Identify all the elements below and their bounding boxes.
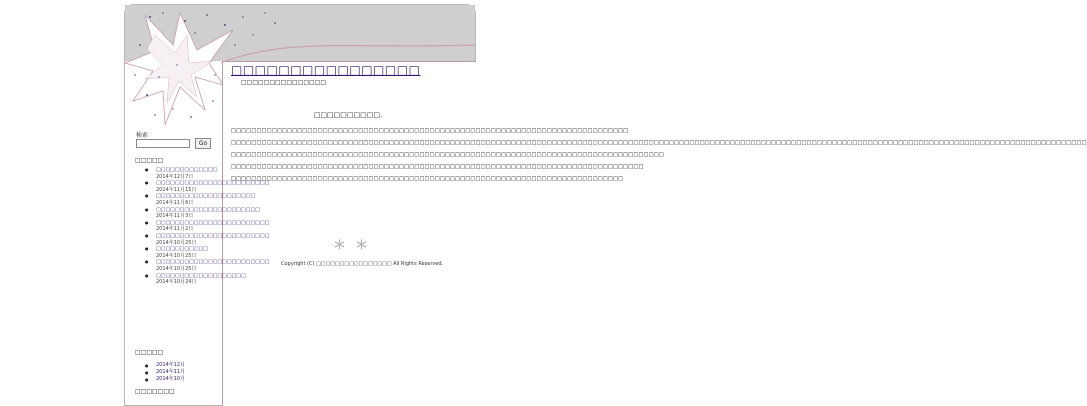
recent-post-link[interactable]: □□□□□□□□□□□□□ (156, 167, 218, 173)
copyright-text: Copyright (C) □□□□□□□□□□□□□□□□ All Rights Reserved. (281, 261, 444, 267)
site-title-link[interactable]: □□□□□□□□□□□□□□□□ (231, 63, 421, 77)
search-label: 検索 (136, 132, 149, 139)
post-date: 2014年11月6日 (156, 199, 194, 206)
post-date: 2014年11月3日 (156, 213, 194, 220)
recent-post-link[interactable]: □□□□□□□□□□□□□□□□□□□□□□□□ (156, 219, 270, 226)
post-date: 2014年11月2日 (156, 226, 194, 233)
content-paragraph: □□□□□□□□□□□□□□□□□□□□□□□□□□□□□□□□□□□□□□□□□□□□□□□□□□□□□□□□□□□□□□□□□□□□□□□□□□□□□□□□□□□□□□□□□□□□□□□□□□□□□□□□□□□□□□□□□□□□□□□□□□□□□□□□□□□□□□□□□□□□□□□□□□□□□□□□□□□□□□□□□□□□□□□□ (231, 140, 1087, 146)
recent-post-link[interactable]: □□□□□□□□□□□□□□□□□□□□□ (156, 193, 256, 200)
welcome-heading: □□□□□□□□□□. (313, 111, 383, 119)
archive-link[interactable]: 2014年12月 (156, 362, 186, 368)
page-frame (124, 4, 1087, 406)
recent-post-link[interactable]: □□□□□□□□□□□□□□□□□□□□□□□□ (156, 259, 270, 266)
list-item (145, 193, 256, 206)
post-date: 2014年12月7日 (156, 173, 194, 180)
list-item (145, 232, 270, 246)
list-item (145, 167, 218, 180)
search-input[interactable] (136, 139, 190, 148)
post-date: 2014年11月15日 (156, 186, 197, 193)
recent-post-link[interactable]: □□□□□□□□□□□□□□□□□□□□□□□□ (156, 232, 270, 239)
post-date: 2014年10月25日 (156, 239, 197, 246)
categories-heading: □□□□□□□ (135, 388, 175, 395)
recent-post-link[interactable]: □□□□□□□□□□□□□□□□□□□□□□□□ (156, 180, 270, 187)
list-item (145, 376, 185, 383)
list-item (145, 246, 215, 259)
main-content (231, 111, 1087, 188)
go-button[interactable]: Go (195, 138, 211, 149)
archives-list (145, 362, 185, 383)
list-item (145, 219, 270, 233)
content-paragraph: □□□□□□□□□□□□□□□□□□□□□□□□□□□□□□□□□□□□□□□□□□□□□□□□□□□□□□□□□□□□□□□□□□□□□□□□□□□□□ (231, 176, 624, 182)
post-date: 2014年10月25日 (156, 252, 197, 259)
content-paragraph: □□□□□□□□□□□□□□□□□□□□□□□□□□□□□□□□□□□□□□□□□□□□□□□□□□□□□□□□□□□□□□□□□□□□□□□□□□□□□□□□□ (231, 164, 644, 170)
site-tagline: □□□□□□□□□□□□□□□ (241, 79, 327, 86)
list-item (145, 259, 270, 272)
list-item (145, 362, 185, 369)
recent-post-link[interactable]: □□□□□□□□□□□□□□□□□□□ (156, 272, 246, 279)
archive-link[interactable]: 2014年10月 (156, 376, 186, 382)
list-item (145, 180, 270, 193)
content-paragraph: □□□□□□□□□□□□□□□□□□□□□□□□□□□□□□□□□□□□□□□□□□□□□□□□□□□□□□□□□□□□□□□□□□□□□□□□□□□□□□□□□□□□□ (231, 152, 664, 158)
recent-posts-heading: □□□□□ (135, 157, 164, 164)
recent-posts-list (145, 167, 270, 286)
archive-link[interactable]: 2014年11月 (156, 369, 186, 375)
post-date: 2014年10月25日 (156, 265, 197, 272)
recent-post-link[interactable]: □□□□□□□□□□□□□□□□□□□□□□ (156, 206, 260, 213)
list-item (145, 272, 246, 286)
list-item (145, 369, 185, 376)
recent-post-link[interactable]: □□□□□□□□□□□ (156, 246, 208, 253)
divider-stars: * * (334, 237, 369, 262)
post-date: 2014年10月24日 (156, 279, 197, 286)
list-item (145, 206, 260, 220)
content-paragraph: □□□□□□□□□□□□□□□□□□□□□□□□□□□□□□□□□□□□□□□□□□□□□□□□□□□□□□□□□□□□□□□□□□□□□□□□□□□□□□ (231, 128, 629, 134)
archives-heading: □□□□□ (135, 349, 164, 356)
